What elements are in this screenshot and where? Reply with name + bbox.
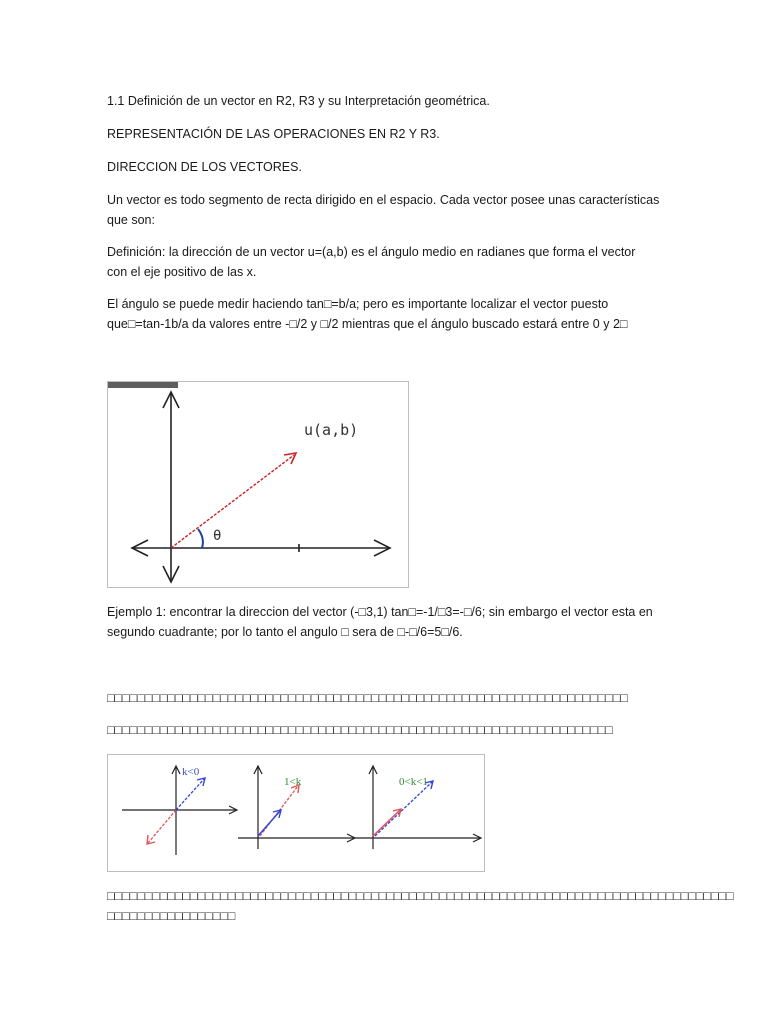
garbled-text-line: □□□□□□□□□□□□□□□□□□□□□□□□□□□□□□□□□□□□□□□□□□□□□□□□□□□□□□□□□□□□□□□□□□□□□□□□□□□□□□□□□□□ [107, 889, 734, 903]
example-line: Ejemplo 1: encontrar la direccion del vector (-□3,1) tan□=-1/□3=-□/6; sin embargo el vector esta en [107, 605, 653, 619]
panel-k-greater-one [238, 766, 355, 849]
angle-label: θ [213, 528, 222, 544]
panel3-blue-vector [375, 782, 432, 836]
panel-k-negative [122, 766, 237, 855]
section-heading: DIRECCION DE LOS VECTORES. [107, 160, 302, 174]
angle-arc [198, 529, 203, 548]
panel3-label: 0<k<1 [399, 776, 428, 788]
panel2-label: 1<k [284, 776, 302, 788]
garbled-text-line: □□□□□□□□□□□□□□□□□ [107, 909, 236, 923]
panel1-label: k<0 [182, 766, 200, 778]
paragraph-line: que son: [107, 213, 155, 227]
paragraph-line: El ángulo se puede medir haciendo tan□=b/a; pero es importante localizar el vector puesto [107, 297, 609, 311]
paragraph-line: Definición: la dirección de un vector u=(a,b) es el ángulo medio en radianes que forma el vector [107, 245, 636, 259]
panel1-red-vector [148, 810, 176, 843]
garbled-text-line: □□□□□□□□□□□□□□□□□□□□□□□□□□□□□□□□□□□□□□□□□□□□□□□□□□□□□□□□□□□□□□□□□□□ [107, 723, 613, 737]
paragraph-line: que□=tan-1b/a da valores entre -□/2 y □/2 mientras que el ángulo buscado estará entre 0 y 2□ [107, 317, 628, 331]
vector-label: u(a,b) [304, 421, 359, 439]
paragraph-line: con el eje positivo de las x. [107, 265, 257, 279]
scalar-multiplication-diagram [108, 755, 484, 871]
vector-direction-diagram [108, 382, 408, 587]
panel3-red-vector [373, 810, 400, 836]
garbled-text-line: □□□□□□□□□□□□□□□□□□□□□□□□□□□□□□□□□□□□□□□□□□□□□□□□□□□□□□□□□□□□□□□□□□□□□ [107, 691, 628, 705]
section-heading: REPRESENTACIÓN DE LAS OPERACIONES EN R2 Y R3. [107, 127, 440, 141]
paragraph-line: Un vector es todo segmento de recta dirigido en el espacio. Cada vector posee unas características [107, 193, 660, 207]
panel-k-between-zero-one [353, 766, 481, 849]
scalar-multiplication-figure [107, 754, 485, 872]
section-heading: 1.1 Definición de un vector en R2, R3 y su Interpretación geométrica. [107, 94, 490, 108]
panel2-blue-vector [258, 811, 280, 836]
clipped-text-fragment [108, 382, 178, 388]
example-line: segundo cuadrante; por lo tanto el angulo □ sera de □-□/6=5□/6. [107, 625, 463, 639]
vector-u [171, 455, 294, 548]
vector-direction-figure [107, 381, 409, 588]
panel1-blue-vector [176, 779, 204, 810]
